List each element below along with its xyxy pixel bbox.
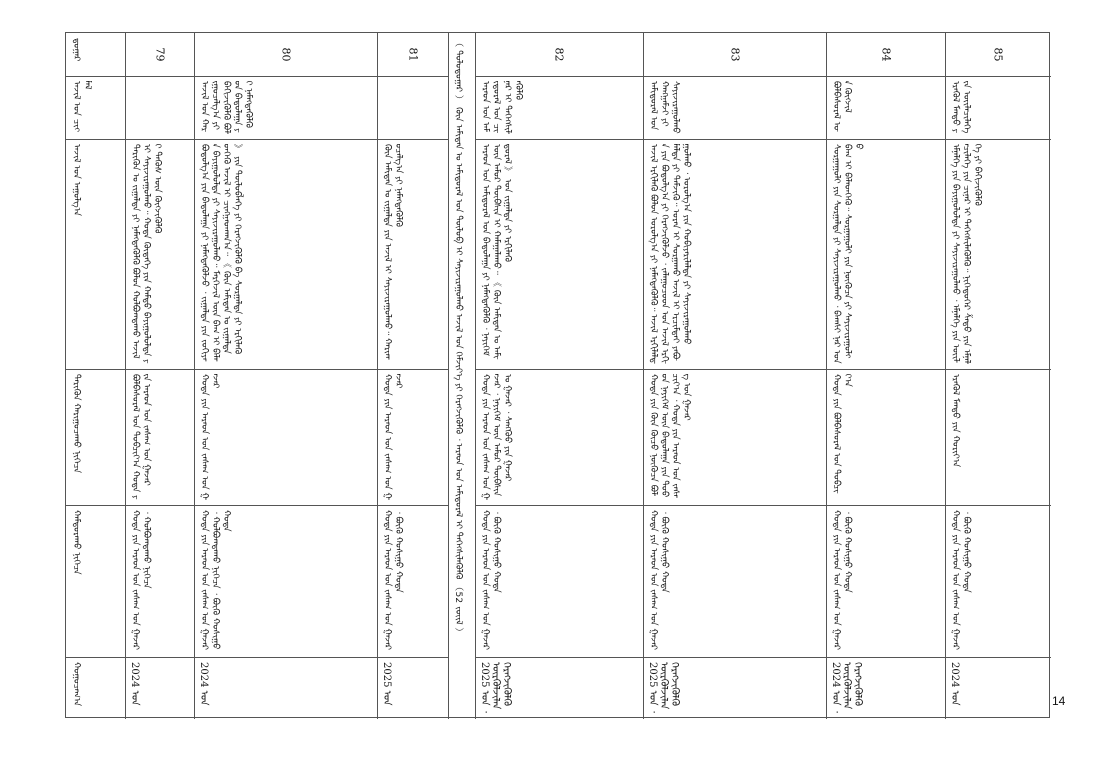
content-cell: ᠲᠡᠷᠢᠭᠦᠨ ᠤ ᠵᠢᠭᠠᠯᠲᠠ ᠶᠢ ᠨᠡᠮᠡᠭᠳᠡᠭᠦᠯᠬᠦ ᠪᠣᠯᠤᠨ ᠬᠣᠯᠪᠣᠭᠳᠠᠬᠤ ᠠᠵᠢᠯ ᠢ ᠰᠠᠶᠢᠵᠢᠷᠠᠭᠤᠯᠬᠤ᠃ ᠬᠣᠲᠠ ᠬᠦᠳᠡᠭᠡ ᠶᠢᠨ ᠬᠠᠮᠲᠤ ᠪᠠᠶᠢᠭᠤᠯᠤᠯᠲᠠ ᠶᠢ ᠲᠡᠭᠦᠰ ᠦᠨ ᠬᠦᠭᠵᠢᠭᠦᠯᠬᠦ: [130, 144, 162, 363]
deadline-cell: 2024 ᠣᠨ: [198, 662, 209, 706]
row-number-label: 85: [991, 47, 1005, 62]
lead-unit-cell: ᠡᠷᠡᠭᠦᠯ ᠮᠡᠨᠳᠦ ᠶᠢᠨ ᠬᠣᠷᠢᠶ᠎ᠠ: [950, 374, 960, 468]
content-cell: ᠰᠤᠷᠭᠠᠭᠤᠯᠢ ᠶᠢᠨ ᠰᠤᠷᠭᠠᠯᠲᠠ ᠶᠢ ᠰᠠᠶᠢᠵᠢᠷᠠᠭᠤᠯᠬᠤ ᠂ ᠪᠠᠭᠰᠢ ᠨᠠᠷ ᠤᠨ ᠪᠠᠭ ᠢ ᠪᠡᠯᠡᠳᠬᠡᠬᠦ᠃ ᠰᠤᠷᠭᠠᠭᠤᠯᠢ ᠶᠢᠨ ᠨᠥᠭᠦᠴᠡ ᠶᠢ ᠰᠠᠶᠢᠵᠢᠷᠠᠭᠤᠯᠬᠤ: [831, 144, 863, 364]
deadline-cell: 2025 ᠣᠨ: [381, 662, 392, 706]
row-divider: [66, 369, 448, 370]
row-divider: [66, 657, 448, 658]
row-number: [194, 33, 377, 76]
header-no: ᠳ᠋ᠤᠭᠠᠷ: [71, 38, 81, 62]
column-divider: [643, 33, 644, 719]
row-divider: [66, 76, 448, 77]
row-divider: [475, 139, 1051, 140]
content-cell: ᠬᠦᠨ ᠠᠮᠢᠲᠠᠨ ᠤ ᠵᠢᠭᠠᠯᠲᠠ ᠶᠢᠨ ᠠᠵᠢᠯ ᠢ ᠰᠠᠶᠢᠵᠢᠷᠠᠭᠤᠯᠬᠤ᠃ ᠬᠠᠷᠢᠭᠤᠴᠠᠯᠭ᠎ᠠ ᠶᠢ ᠨᠡᠮᠡᠭᠳᠡᠭᠦᠯᠬᠦ: [382, 144, 403, 360]
section-banner: （ ᠳᠣᠯᠣᠳᠤᠭᠠᠷ ） ᠬᠦᠨ ᠠᠮᠢᠲᠠᠨ ᠤ ᠠᠮᠢᠳᠤᠷᠠᠯ ᠤᠨ ᠲᠥᠯᠥᠪ ᠢ ᠰᠠᠶᠢᠵᠢᠷᠠᠭᠤᠯᠬᠤ ᠠᠵᠢᠯ ᠤᠨ ᠬᠡᠮᠵᠢᠶ᠎ᠡ ᠶᠢ ᠬᠡᠷᠡᠭᠵᠢᠭᠦᠯᠬᠦ ᠂ ᠠᠷᠠᠳ ᠤᠨ ᠠᠮᠢᠳᠤᠷᠠᠯ ᠢ ᠳᠡᠭᠡᠭᠰᠢᠯᠡᠭᠦᠯᠬᠦ （52 ᠵᠦᠢᠯ ）: [453, 38, 463, 637]
deadline-cell: 2024 ᠣᠨ: [129, 662, 140, 706]
row-number: [826, 33, 945, 76]
lead-unit-cell: ᠬᠣᠲᠠ ᠶᠢᠨ ᠠᠷᠠᠳ ᠤᠨ ᠵᠠᠰᠠᠭ ᠤᠨ ᠭᠠᠵᠠᠷ: [199, 374, 220, 500]
deadline-cell: 2025 ᠣᠨ ᠂ ᠦᠷᠬᠦᠯᠵᠢᠯᠡᠨ ᠬᠡᠷᠡᠭᠵᠢᠭᠦᠯᠬᠦ: [647, 662, 680, 713]
cooperating-unit-cell: ᠬᠣᠲᠠ ᠶᠢᠨ ᠠᠷᠠᠳ ᠤᠨ ᠵᠠᠰᠠᠭ ᠤᠨ ᠭᠠᠵᠠᠷ ᠂ ᠪᠦᠬᠦ ᠬᠣᠰᠢᠭᠤ ᠬᠣᠲᠠ: [831, 510, 852, 650]
lead-unit-cell: ᠪᠣᠯᠪᠠᠰᠤᠷᠠᠯ ᠤᠨ ᠲᠣᠪᠴᠢᠶ᠎ᠠ ᠬᠣᠲᠠ ᠶᠢᠨ ᠠᠷᠠᠳ ᠤᠨ ᠵᠠᠰᠠᠭ ᠤᠨ ᠭᠠᠵᠠᠷ: [130, 374, 151, 499]
cooperating-unit-cell: ᠬᠣᠲᠠ ᠶᠢᠨ ᠠᠷᠠᠳ ᠤᠨ ᠵᠠᠰᠠᠭ ᠤᠨ ᠭᠠᠵᠠᠷ ᠂ ᠪᠦᠬᠦ ᠬᠣᠰᠢᠭᠤ ᠬᠣᠲᠠ: [480, 510, 501, 650]
row-number: [945, 33, 1051, 76]
page-number: 14: [1052, 694, 1066, 708]
lead-unit-cell: ᠬᠣᠲᠠ ᠶᠢᠨ ᠠᠷᠠᠳ ᠤᠨ ᠵᠠᠰᠠᠭ ᠤᠨ ᠭᠠᠵᠠᠷ ᠂ ᠨᠡᠶᠢᠭᠡᠮ ᠦᠨ ᠠᠮᠤᠷ ᠲᠦᠪᠰᠢᠨ ᠤ ᠭᠠᠵᠠᠷ ᠂ ᠰᠠᠩᠬᠦᠦ ᠶᠢᠨ ᠭᠠᠵᠠᠷ: [480, 374, 512, 500]
row-number-label: 81: [406, 47, 419, 62]
cooperating-unit-cell: ᠬᠣᠲᠠ ᠶᠢᠨ ᠠᠷᠠᠳ ᠤᠨ ᠵᠠᠰᠠᠭ ᠤᠨ ᠭᠠᠵᠠᠷ ᠂ ᠪᠦᠬᠦ ᠬᠣᠰᠢᠭᠤ ᠬᠣᠲᠠ: [382, 510, 403, 650]
task-cell: ᠡᠷᠡᠭᠦᠯ ᠮᠡᠨᠳᠦ ᠶᠢᠨ ᠦᠢᠯᠡᠴᠢᠯᠡᠭᠡ: [950, 81, 971, 134]
content-cell: ᠡᠮᠨᠡᠯᠭᠡ ᠶᠢᠨ ᠪᠠᠶᠢᠭᠤᠯᠤᠯᠲᠠ ᠶᠢ ᠰᠠᠶᠢᠵᠢᠷᠠᠭᠤᠯᠬᠤ ᠂ ᠡᠮᠨᠡᠯᠭᠡ ᠶᠢᠨ ᠦᠢᠯᠡᠴᠢᠯᠡᠭᠡ ᠶᠢᠨ ᠴᠢᠨᠠᠷ ᠢ ᠳᠡᠭᠡᠭᠰᠢᠯᠡᠭᠦᠯᠬᠦ᠃ ᠨᠢᠭᠡᠳᠦᠭᠡᠷ ᠱᠠᠲᠤ ᠶᠢᠨ ᠡᠮᠨᠡᠯᠭᠡ ᠶᠢ ᠪᠡᠬᠢᠵᠢᠭᠦᠯᠬᠦ: [950, 144, 982, 364]
row-number: [475, 33, 643, 76]
task-cell: [129, 81, 190, 134]
column-divider: [125, 33, 126, 719]
row-number: [377, 33, 448, 76]
deadline-cell: 2024 ᠣᠨ: [949, 662, 960, 706]
task-cell: ᠠᠷᠠᠳ ᠤᠨ ᠠᠮᠢᠳᠤᠷᠠᠯ ᠤᠨ ᠴᠢᠨᠠᠷ ᠢ ᠳᠡᠭᠡᠭᠰᠢᠯᠡᠭᠦᠯᠬᠦ: [480, 81, 523, 134]
column-divider: [194, 33, 195, 719]
task-cell: ᠠᠵᠢᠯ ᠤᠨ ᠬᠠᠷᠢᠭᠤᠴᠠᠯᠭ᠎ᠠ ᠶᠢ ᠪᠡᠬᠢᠵᠢᠭᠦᠯᠬᠦ ᠪᠣᠯᠤᠨ ᠪᠠᠲᠤᠯᠠᠭᠠ ᠶᠢ ᠨᠡᠮᠡᠭᠳᠡᠭᠦᠯᠬᠦ: [199, 81, 253, 134]
row-number: [125, 33, 194, 76]
row-divider: [475, 505, 1051, 506]
content-cell: ᠪᠣᠳᠣᠯᠭ᠎ᠠ ᠶᠢᠨ ᠪᠠᠲᠤᠯᠠᠭᠠ ᠶᠢ ᠨᠡᠮᠡᠭᠳᠡᠭᠦᠯᠵᠦ ᠂ ᠵᠢᠭᠠᠯᠲᠠ ᠶᠢᠨ ᠵᠣᠬᠢᠶᠠᠨ ᠪᠠᠶᠢᠭᠤᠯᠤᠯᠲᠠ ᠶᠢ ᠰᠠᠶᠢᠵᠢᠷᠠᠭᠤᠯᠬᠤ᠃ ᠮᠡᠷᠭᠡᠵᠢᠯ ᠦᠨ ᠪᠠᠭ ᠢ ᠪᠡᠯᠡᠳᠬᠡᠬᠦ ᠠᠵᠢᠯ ᠢ ᠴᠢᠩᠭᠠᠳᠬᠠᠨ᠎ᠠ᠃ 《 ᠬᠦᠨ ᠠᠮᠢᠲᠠᠨ ᠤ ᠵᠢᠭᠠᠯᠲᠠ 》 ᠶᠢᠨ ᠲᠥᠯᠥᠪᠯᠡᠭᠡ ᠶᠢ ᠬᠡᠷᠡᠭᠵᠢᠭᠦᠯᠬᠦ ᠪᠠ ᠰᠤᠷᠭᠠᠯᠲᠠ ᠶᠢ ᠡᠷᠬᠢᠯᠡᠬᠦ: [199, 144, 242, 362]
deadline-cell: 2025 ᠣᠨ ᠂ ᠦᠷᠬᠦᠯᠵᠢᠯᠡᠨ ᠬᠡᠷᠡᠭᠵᠢᠭᠦᠯᠬᠦ: [479, 662, 512, 713]
cooperating-unit-cell: ᠬᠣᠲᠠ ᠶᠢᠨ ᠠᠷᠠᠳ ᠤᠨ ᠵᠠᠰᠠᠭ ᠤᠨ ᠭᠠᠵᠠᠷ ᠂ ᠬᠣᠯᠪᠣᠭᠳᠠᠬᠤ ᠨᠢᠭᠡᠴᠡ: [130, 510, 151, 650]
row-divider: [475, 369, 1051, 370]
deadline-cell: 2024 ᠣᠨ ᠂ ᠦᠷᠬᠦᠯᠵᠢᠯᠡᠨ ᠬᠡᠷᠡᠭᠵᠢᠭᠦᠯᠬᠦ: [830, 662, 863, 713]
content-cell: ᠠᠵᠢᠯ ᠡᠷᠬᠢᠯᠡᠬᠦ ᠪᠣᠯᠤᠨ ᠣᠷᠣᠯᠭ᠎ᠠ ᠶᠢ ᠨᠡᠮᠡᠭᠳᠡᠭᠦᠯᠬᠦ᠃ ᠠᠵᠢᠯ ᠡᠷᠬᠢᠯᠡᠯᠲᠡ ᠶᠢᠨ ᠪᠣᠳᠣᠯᠭ᠎ᠠ ᠶᠢ ᠬᠡᠷᠡᠭᠵᠢᠭᠦᠯᠵᠦ ᠂ ᠵᠠᠯᠠᠭᠤᠴᠤᠳ ᠤᠨ ᠠᠵᠢᠯ ᠡᠷᠬᠢᠯᠡᠯᠲᠡ ᠶᠢ ᠳᠡᠮᠵᠢᠬᠦ᠃ ᠤᠷᠠᠨ ᠢ ᠰᠤᠷᠭᠠᠬᠤ ᠠᠵᠢᠯ ᠢ ᠡᠷᠴᠢᠮᠳᠡᠢ ᠶᠠᠪᠤᠭᠤᠯᠬᠤ ᠂ ᠣᠷᠣᠯᠭ᠎ᠠ ᠶᠢᠨ ᠬᠤᠪᠢᠶᠠᠷᠢᠯᠠᠯᠲᠠ ᠶᠢ ᠰᠠᠶᠢᠵᠢᠷᠠᠭᠤᠯᠬᠤ: [648, 144, 691, 364]
row-number-label: 82: [552, 47, 566, 62]
column-divider: [377, 33, 378, 719]
column-divider: [945, 33, 946, 719]
column-divider: [826, 33, 827, 719]
row-number-label: 79: [153, 47, 166, 62]
header-deadline: ᠬᠤᠭᠤᠴᠠᠭ᠎ᠠ: [71, 662, 81, 707]
cooperating-unit-cell: ᠬᠣᠲᠠ ᠶᠢᠨ ᠠᠷᠠᠳ ᠤᠨ ᠵᠠᠰᠠᠭ ᠤᠨ ᠭᠠᠵᠠᠷ ᠂ ᠪᠦᠬᠦ ᠬᠣᠰᠢᠭᠤ ᠬᠣᠲᠠ: [648, 510, 669, 650]
header-lead: ᠲᠡᠷᠢᠭᠦᠨ ᠬᠠᠷᠢᠭᠤᠴᠠᠬᠤ ᠨᠢᠭᠡᠴᠡ: [71, 374, 81, 474]
task-cell: ᠪᠣᠯᠪᠠᠰᠤᠷᠠᠯ ᠤᠨ ᠬᠥᠭᠵᠢᠯ: [831, 81, 852, 132]
row-divider: [475, 76, 1051, 77]
task-cell: ᠠᠮᠢᠳᠤᠷᠠᠯ ᠤᠨ ᠬᠠᠩᠭᠠᠮᠵᠢ ᠶᠢ ᠰᠠᠶᠢᠵᠢᠷᠠᠭᠤᠯᠬᠤ: [648, 81, 680, 134]
lead-unit-cell: ᠬᠣᠲᠠ ᠶᠢᠨ ᠪᠣᠯᠪᠠᠰᠤᠷᠠᠯ ᠤᠨ ᠲᠣᠪᠴᠢᠶ᠎ᠠ: [831, 374, 852, 494]
column-divider: [475, 33, 476, 719]
row-divider: [66, 139, 448, 140]
row-divider: [66, 505, 448, 506]
header-coop: ᠬᠠᠮᠲᠤᠷᠠᠬᠤ ᠨᠢᠭᠡᠴᠡ: [71, 510, 81, 575]
task-cell: [381, 81, 444, 134]
row-divider: [475, 657, 1051, 658]
lead-unit-cell: ᠬᠣᠲᠠ ᠶᠢᠨ ᠠᠷᠠᠳ ᠤᠨ ᠵᠠᠰᠠᠭ ᠤᠨ ᠭᠠᠵᠠᠷ: [382, 374, 403, 500]
cooperating-unit-cell: ᠬᠣᠲᠠ ᠶᠢᠨ ᠠᠷᠠᠳ ᠤᠨ ᠵᠠᠰᠠᠭ ᠤᠨ ᠭᠠᠵᠠᠷ ᠂ ᠪᠦᠬᠦ ᠬᠣᠰᠢᠭᠤ ᠬᠣᠲᠠ: [950, 510, 971, 650]
row-number-label: 83: [728, 47, 741, 62]
task-table: [65, 32, 1050, 718]
row-number-label: 80: [279, 47, 292, 62]
column-divider: [448, 33, 449, 719]
row-number: [643, 33, 826, 76]
cooperating-unit-cell: ᠬᠣᠲᠠ ᠶᠢᠨ ᠠᠷᠠᠳ ᠤᠨ ᠵᠠᠰᠠᠭ ᠤᠨ ᠭᠠᠵᠠᠷ ᠂ ᠬᠣᠯᠪᠣᠭᠳᠠᠬᠤ ᠨᠢᠭᠡᠴᠡ ᠂ ᠪᠦᠬᠦ ᠬᠣᠰᠢᠭᠤ ᠬᠣᠲᠠ: [199, 510, 231, 650]
row-number-label: 84: [879, 47, 892, 62]
header-task: ᠠᠵᠢᠯ ᠤᠨ ᠴᠢᠭᠯᠡᠯ: [71, 81, 92, 132]
content-cell: ᠠᠷᠠᠳ ᠤᠨ ᠠᠮᠢᠳᠤᠷᠠᠯ ᠤᠨ ᠪᠠᠲᠤᠯᠠᠭᠠ ᠶᠢ ᠨᠡᠮᠡᠭᠳᠡᠭᠦᠯᠬᠦ ᠂ ᠨᠡᠶᠢᠭᠡᠮ ᠦᠨ ᠠᠮᠤᠷ ᠲᠦᠪᠰᠢᠨ ᠢ ᠬᠠᠮᠠᠭᠠᠯᠠᠬᠤ᠃ 《 ᠬᠦᠨ ᠠᠮᠢᠲᠠᠨ ᠤ ᠠᠮᠢᠳᠤᠷᠠᠯ 》 ᠤᠨ ᠵᠢᠭᠠᠯᠲᠠ ᠶᠢ ᠡᠷᠬᠢᠯᠡᠬᠦ: [480, 144, 512, 360]
header-content: ᠠᠵᠢᠯ ᠤᠨ ᠠᠭᠤᠯᠭ᠎ᠠ: [71, 144, 81, 216]
lead-unit-cell: ᠬᠣᠲᠠ ᠶᠢᠨ ᠬᠦᠨ ᠬᠦᠴᠦ ᠨᠥᠭᠦᠴᠡ ᠪᠣᠯᠤᠨ ᠨᠡᠶᠢᠭᠡᠮ ᠦᠨ ᠪᠠᠲᠤᠯᠠᠭᠠ ᠶᠢᠨ ᠲᠣᠪᠴᠢᠶ᠎ᠠ ᠂ ᠬᠣᠲᠠ ᠶᠢᠨ ᠠᠷᠠᠳ ᠤᠨ ᠵᠠᠰᠠᠭ ᠤᠨ ᠭᠠᠵᠠᠷ: [648, 374, 691, 498]
